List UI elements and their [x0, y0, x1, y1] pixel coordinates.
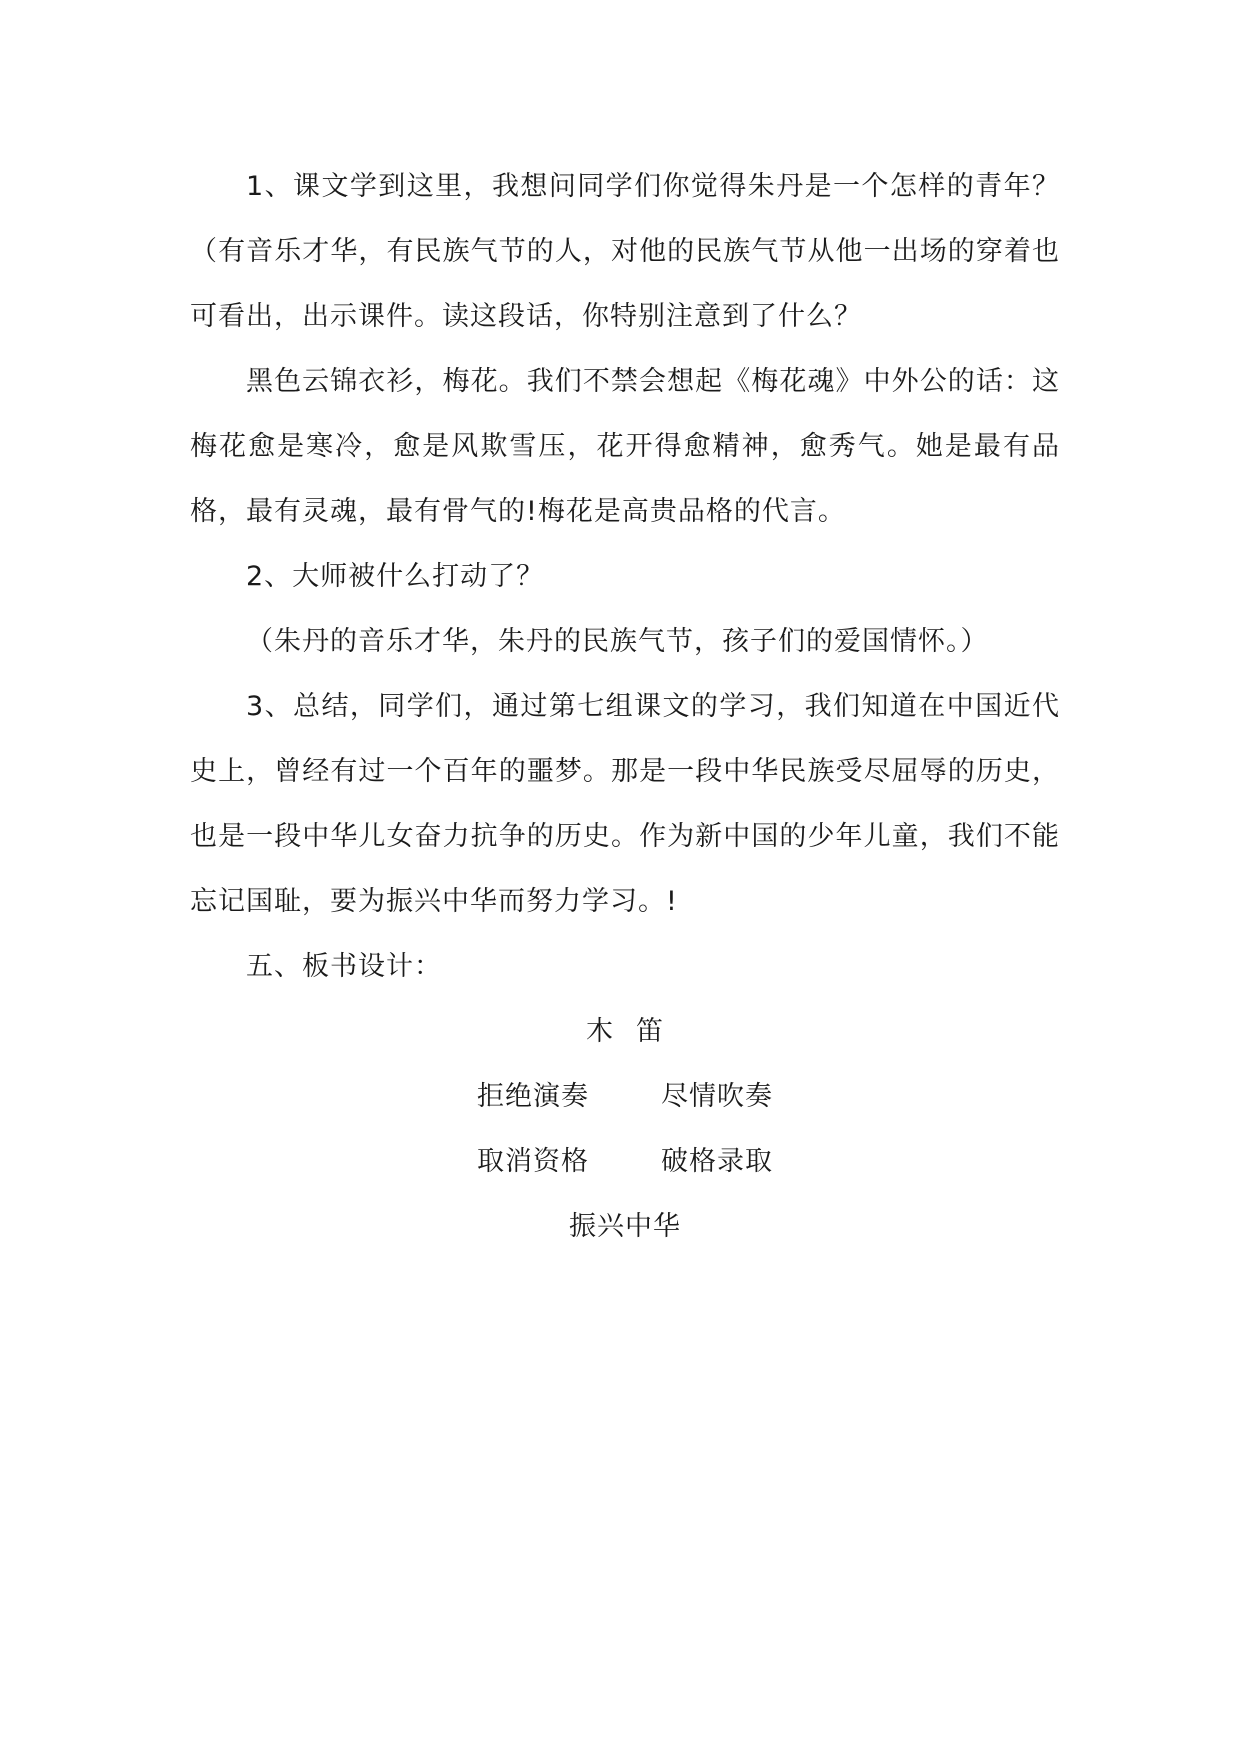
board-item-refuse-play: 拒绝演奏 [477, 1081, 589, 1112]
paragraph-answer-2: （朱丹的音乐才华，朱丹的民族气节，孩子们的爱国情怀。） [246, 626, 989, 657]
board-title-right: 笛 [636, 1016, 664, 1047]
board-title [190, 999, 1060, 1064]
board-row-2 [190, 1129, 1060, 1194]
board-title-left: 木 [586, 1016, 614, 1047]
board-row-1 [190, 1064, 1060, 1129]
paragraph-question-2: 2、大师被什么打动了？ [246, 561, 545, 592]
paragraph-question-1: 1、课文学到这里，我想问同学们你觉得朱丹是一个怎样的青年？（有音乐才华，有民族气节的人，对他的民族气节从他一出场的穿着也可看出，出示课件。读这段话，你特别注意到了什么？ [190, 171, 1060, 332]
document-body [190, 154, 1060, 1259]
section-heading-board-design: 五、板书设计： [246, 951, 442, 982]
board-item-admit-exceptionally: 破格录取 [661, 1146, 773, 1177]
board-item-play-freely: 尽情吹奏 [661, 1081, 773, 1112]
paragraph-summary-3: 3、总结，同学们，通过第七组课文的学习，我们知道在中国近代史上，曾经有过一个百年的噩梦。那是一段中华民族受尽屈辱的历史，也是一段中华儿女奋力抗争的历史。作为新中国的少年儿童，我们不能忘记国耻，要为振兴中华而努力学习。! [190, 691, 1060, 917]
board-design [190, 999, 1060, 1259]
paragraph-plum-blossom: 黑色云锦衣衫，梅花。我们不禁会想起《梅花魂》中外公的话：这梅花愈是寒冷，愈是风欺雪压，花开得愈精神，愈秀气。她是最有品格，最有灵魂，最有骨气的!梅花是高贵品格的代言。 [190, 366, 1060, 527]
board-bottom-line: 振兴中华 [569, 1211, 681, 1242]
board-item-disqualify: 取消资格 [477, 1146, 589, 1177]
